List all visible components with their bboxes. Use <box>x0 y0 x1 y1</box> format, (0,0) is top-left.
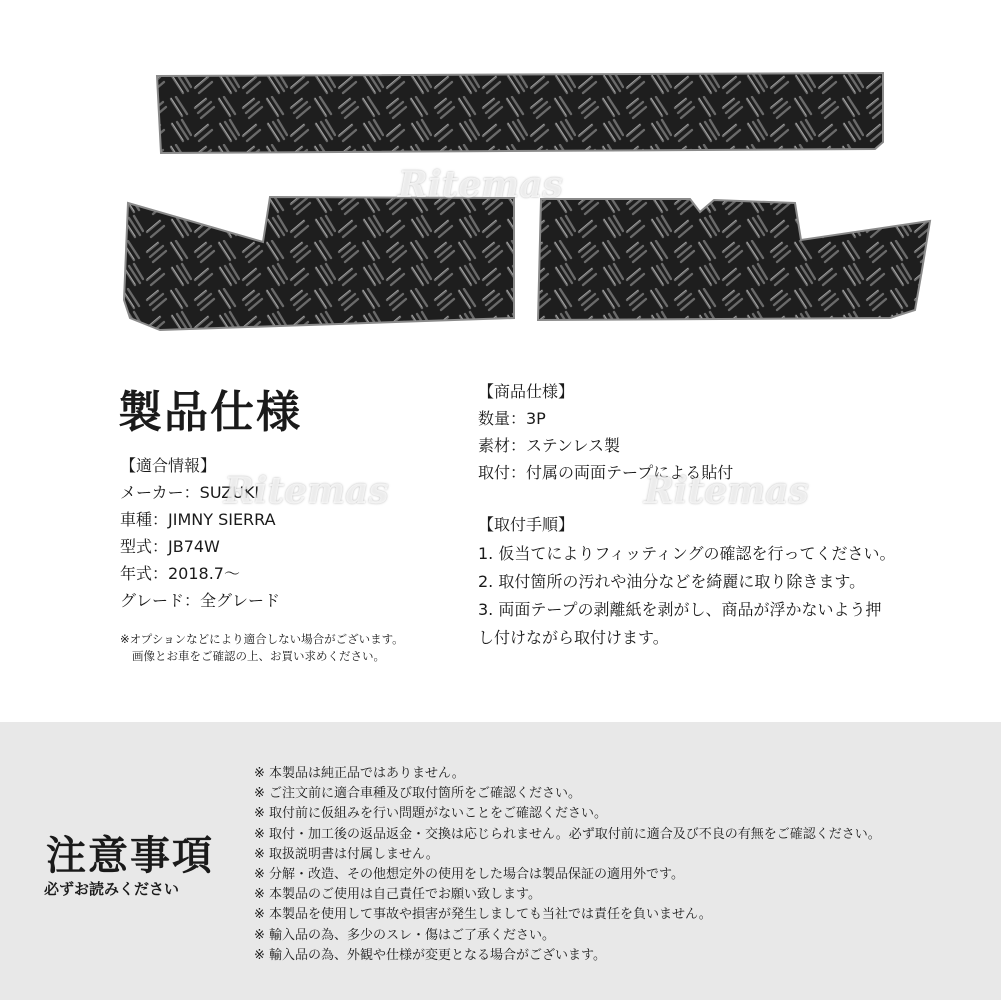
fit-footnote <box>120 631 404 665</box>
long-plate-panel <box>157 73 883 153</box>
notice-item: ※ 輸入品の為、外観や仕様が変更となる場合がございます。 <box>254 947 606 963</box>
fit-info-row: グレード：全グレード <box>120 591 281 610</box>
fit-info-row: 年式：2018.7～ <box>120 564 240 583</box>
fit-info-header: 【適合情報】 <box>120 456 217 475</box>
install-step: 1. 仮当てによりフィッティングの確認を行ってください。 <box>478 544 896 563</box>
footnote-line: 画像とお車をご確認の上、お買い求めください。 <box>132 649 385 663</box>
notice-list <box>254 764 881 966</box>
notice-subtitle: 必ずお読みください <box>44 880 180 898</box>
fit-info-row: メーカー：SUZUKI <box>120 483 260 502</box>
notice-item: ※ 取付前に仮組みを行い問題がないことをご確認ください。 <box>254 806 608 822</box>
footnote-line: ※オプションなどにより適合しない場合がございます。 <box>120 632 404 646</box>
fit-info-row: 型式：JB74W <box>120 537 220 556</box>
left-step-panel <box>124 197 514 330</box>
product-spec-row: 数量：3P <box>478 409 546 428</box>
fit-info-row: 車種：JIMNY SIERRA <box>120 510 276 529</box>
notice-item: ※ 本製品のご使用は自己責任でお願い致します。 <box>254 887 541 903</box>
install-step: 3. 両面テープの剥離紙を剥がし、商品が浮かないよう押 <box>478 600 882 619</box>
install-steps-header: 【取付手順】 <box>478 515 575 534</box>
notice-item: ※ 分解・改造、その他想定外の使用をした場合は製品保証の適用外です。 <box>254 867 684 883</box>
install-steps-block <box>478 511 895 652</box>
watermark: Ritemas <box>224 470 389 512</box>
product-spec-row: 取付：付属の両面テープによる貼付 <box>478 463 734 482</box>
notice-item: ※ 取付・加工後の返品返金・交換は応じられません。必ず取付前に適合及び不良の有無をご確認ください。 <box>254 826 881 842</box>
notice-item: ※ ご注文前に適合車種及び取付箇所をご確認ください。 <box>254 786 582 802</box>
watermark: Ritemas <box>644 470 809 512</box>
watermark: Ritemas <box>398 164 563 206</box>
notice-item: ※ 本製品は純正品ではありません。 <box>254 766 465 781</box>
notice-title: 注意事項 <box>46 833 214 879</box>
notice-item: ※ 本製品を使用して事故や損害が発生しましても当社では責任を負いません。 <box>254 907 712 923</box>
notice-item: ※ 取扱説明書は付属しません。 <box>254 846 439 862</box>
install-step: 2. 取付箇所の汚れや油分などを綺麗に取り除きます。 <box>478 572 866 591</box>
product-spec-header: 【商品仕様】 <box>478 382 575 401</box>
product-spec-row: 素材：ステンレス製 <box>478 436 621 455</box>
install-step: し付けながら取付けます。 <box>478 628 669 647</box>
spec-title: 製品仕様 <box>118 387 302 438</box>
right-step-panel <box>538 199 930 320</box>
notice-item: ※ 輸入品の為、多少のスレ・傷はご了承ください。 <box>254 927 556 943</box>
